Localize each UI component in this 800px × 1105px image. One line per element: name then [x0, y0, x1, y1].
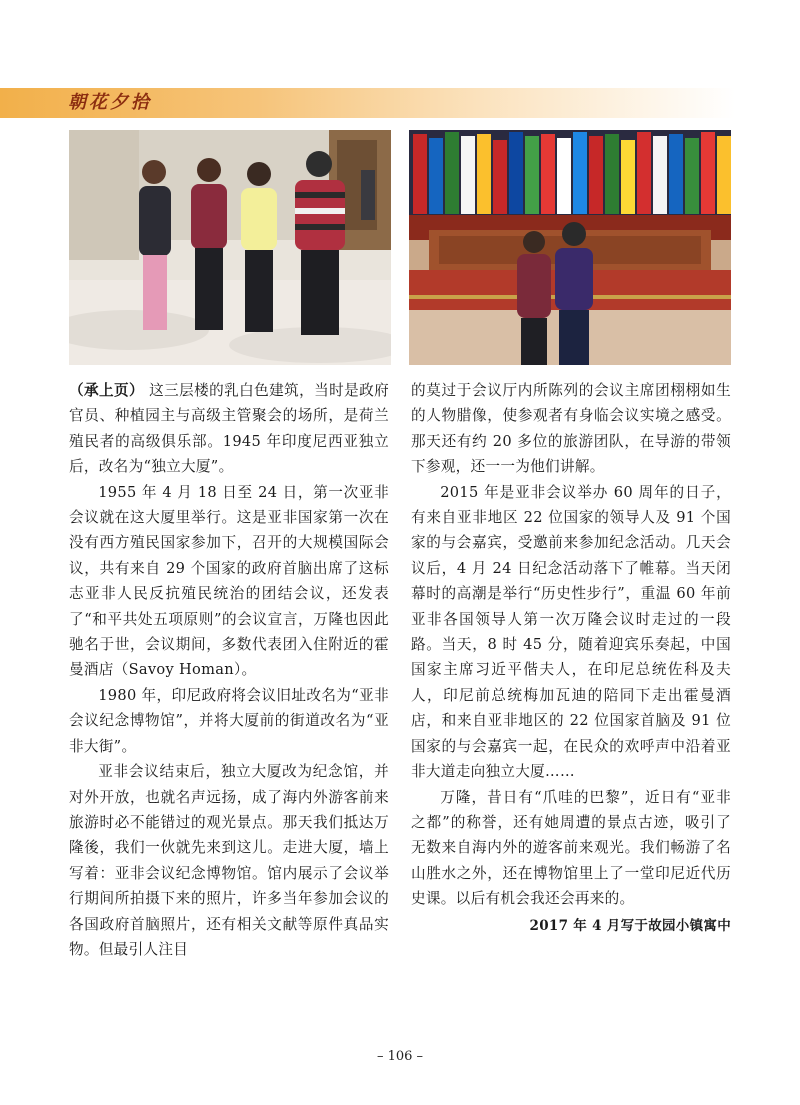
- paragraph-text: 这三层楼的乳白色建筑，当时是政府官员、种植园主与高级主管聚会的场所，是荷兰殖民者的高级俱乐部。1945 年印度尼西亚独立后，改名为“独立大厦”。: [69, 382, 389, 476]
- paragraph: [69, 378, 389, 480]
- paragraph: 亚非会议结束后，独立大厦改为纪念馆，并对外开放，也就名声远扬，成了海内外游客前来旅游时必不能错过的观光景点。那天我们抵达万隆後，我们一伙就先来到这儿。走进大厦，墙上写着：亚非会议纪念博物馆。馆内展示了会议举行期间所拍摄下来的照片，许多当年参加会议的各国政府首脑照片，还有相关文献等原件真品实物。但最引人注目: [69, 763, 389, 958]
- article-right-column: [411, 378, 731, 939]
- group-photo-illustration: [69, 130, 391, 365]
- article-left-column: [69, 378, 389, 962]
- conference-hall-photo: [409, 130, 731, 365]
- paragraph: 2015 年是亚非会议举办 60 周年的日子，有来自亚非地区 22 位国家的领导人及 91 个国家的与会嘉宾，受邀前来参加纪念活动。几天会议后，4 月 24 日纪念活动落下了帷幕。当天闭幕时的高潮是举行“历史性步行”，重温 60 年前亚非各国领导人第一次万隆会议时走过的一段路。当天，8 时 45 分，随着迎宾乐奏起，中国国家主席习近平偕夫人，在印尼总统佐科及夫人，印尼前总统梅加瓦迪的陪同下走出霍曼酒店，和来自亚非地区的 22 位国家首脑及 91 位国家的与会嘉宾一起，在民众的欢呼声中沿着亚非大道走向独立大厦……: [411, 483, 731, 781]
- author-signature: 2017 年 4 月写于故园小镇寓中: [529, 917, 731, 934]
- conference-hall-illustration: [409, 130, 731, 365]
- group-photo: [69, 130, 391, 365]
- paragraph: 的莫过于会议厅内所陈列的会议主席团栩栩如生的人物腊像，使参观者有身临会议实境之感受。那天还有约 20 多位的旅游团队，在导游的带领下参观，还一一为他们讲解。: [411, 382, 731, 476]
- paragraph: 1980 年，印尼政府将会议旧址改名为“亚非会议纪念博物馆”，并将大厦前的街道改名为“亚非大街”。: [69, 686, 389, 755]
- paragraph: 1955 年 4 月 18 日至 24 日，第一次亚非会议就在这大厦里举行。这是亚非国家第一次在没有西方殖民国家参加下，召开的大规模国际会议，共有来自 29 个国家的政府首脑出席了这标志亚非人民反抗殖民统治的团结会议，还发表了“和平共处五项原则”的会议宣言，万隆也因此驰名于世，会议期间，多数代表团入住附近的霍曼酒店（Savoy Homan）。: [69, 483, 389, 679]
- paragraph: 万隆，昔日有“爪哇的巴黎”，近日有“亚非之都”的称誉，还有她周遭的景点古迹，吸引了无数来自海内外的遊客前来观光。我们畅游了名山胜水之外，还在博物馆里上了一堂印尼近代历史课。以后有机会我还会再来的。: [411, 788, 731, 908]
- section-title: 朝花夕拾: [68, 92, 152, 113]
- page-number: – 106 –: [376, 1049, 424, 1064]
- continued-label: （承上页）: [69, 382, 145, 399]
